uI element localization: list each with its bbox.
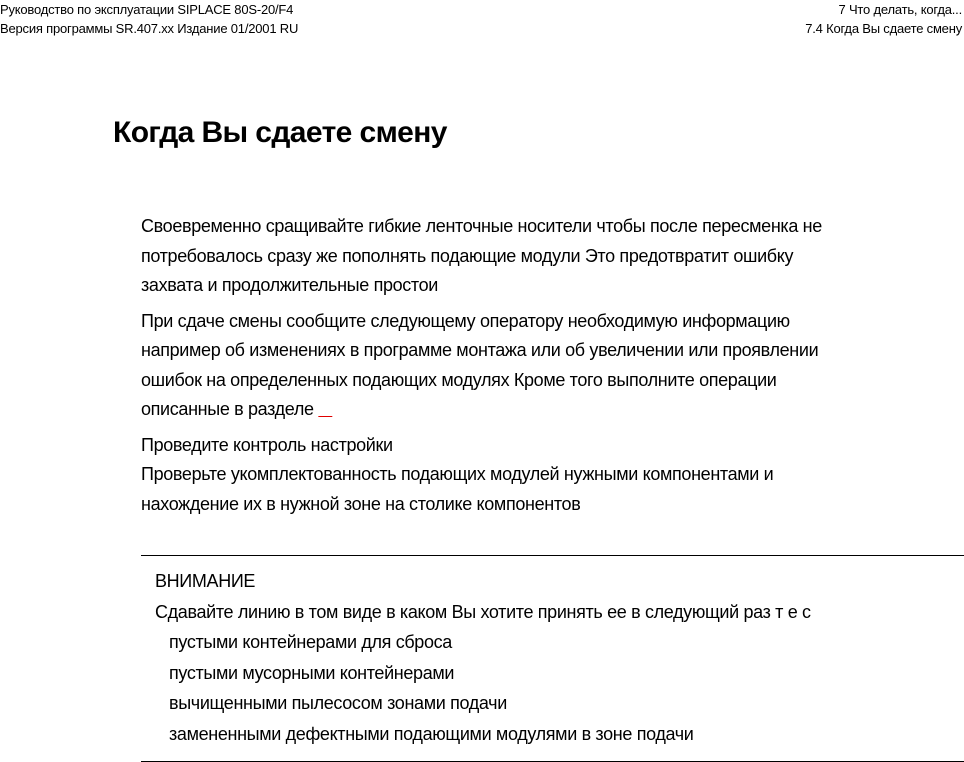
page-header-left (0, 0, 298, 38)
paragraph-line-text: описанные в разделе (141, 399, 314, 419)
page-title: Когда Вы сдаете смену (113, 116, 447, 149)
notice-intro: Сдавайте линию в том виде в каком Вы хотите принять ее в следующий раз т е с (155, 601, 811, 622)
manual-title: Руководство по эксплуатации SIPLACE 80S-20/F4 (0, 2, 294, 17)
page-header-right (805, 0, 962, 38)
paragraph-setup-check (141, 431, 961, 461)
section-title: 7.4 Когда Вы сдаете смену (805, 21, 962, 36)
main-content (141, 212, 961, 525)
paragraph-line: Своевременно сращивайте гибкие ленточные носители чтобы после пересменка не (141, 216, 822, 236)
paragraph-line (141, 395, 961, 425)
paragraph-handover-info (141, 307, 961, 425)
manual-version: Версия программы SR.407.xx Издание 01/2001 RU (0, 21, 299, 36)
paragraph-line: например об изменениях в программе монтажа или об увеличении или проявлении (141, 340, 819, 360)
notice-top-divider (141, 555, 964, 556)
paragraph-splicing (141, 212, 961, 301)
paragraph-line: При сдаче смены сообщите следующему оператору необходимую информацию (141, 310, 790, 331)
paragraph-line: потребовалось сразу же пополнять подающие модули Это предотвратит ошибку (141, 245, 794, 266)
notice-list-item: вычищенными пылесосом зонами подачи (169, 693, 507, 713)
paragraph-line: нахождение их в нужной зоне на столике компонентов (141, 493, 581, 514)
attention-notice (155, 566, 955, 749)
notice-list-item: пустыми мусорными контейнерами (169, 662, 455, 683)
notice-list-item: замененными дефектными подающими модулями в зоне подачи (169, 723, 694, 744)
notice-list-item: пустыми контейнерами для сброса (169, 632, 452, 652)
paragraph-feeder-check (141, 460, 961, 519)
paragraph-line: захвата и продолжительные простои (141, 275, 438, 295)
paragraph-line: ошибок на определенных подающих модулях Кроме того выполните операции (141, 369, 777, 390)
chapter-title: 7 Что делать, когда... (838, 2, 962, 17)
notice-label: ВНИМАНИЕ (155, 571, 256, 591)
section-cross-reference-link[interactable] (318, 399, 332, 419)
paragraph-line: Проверьте укомплектованность подающих модулей нужными компонентами и (141, 464, 774, 484)
paragraph-line: Проведите контроль настройки (141, 434, 393, 455)
